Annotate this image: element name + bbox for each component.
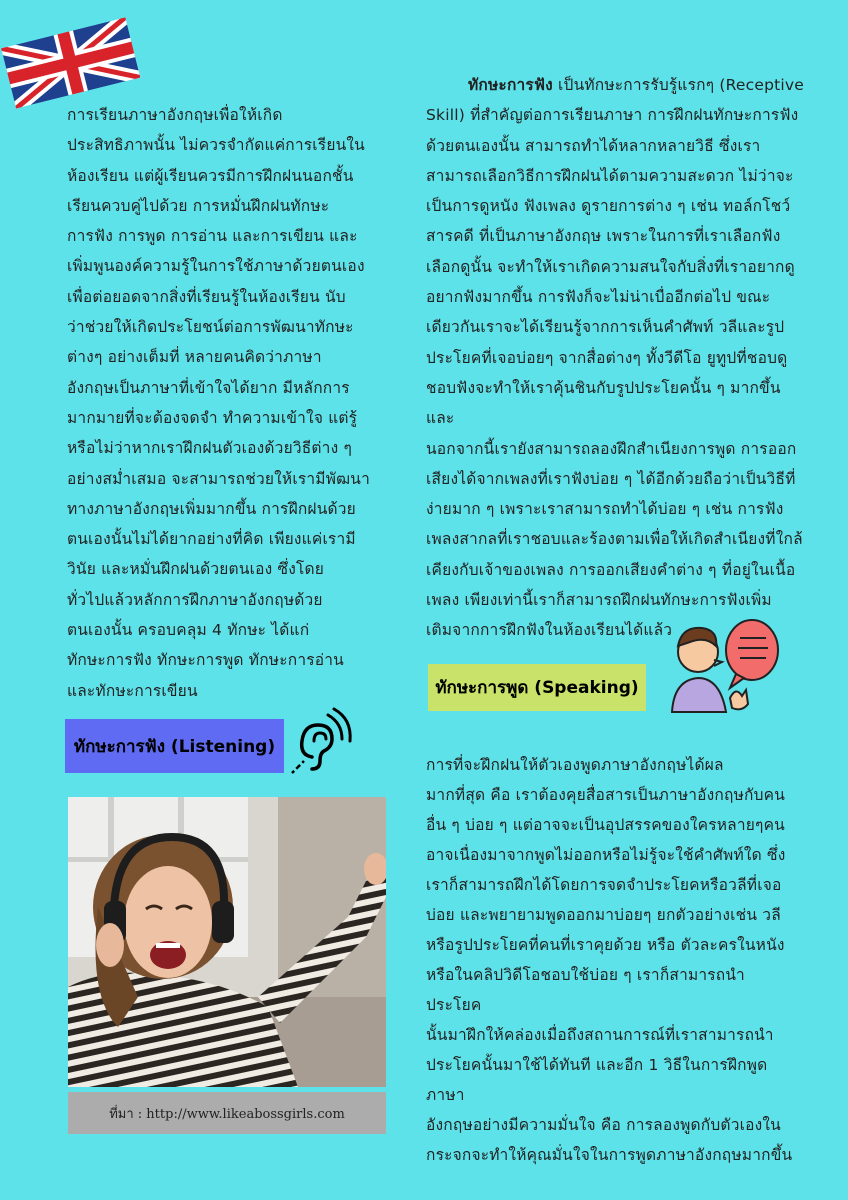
listening-paragraph — [426, 70, 806, 646]
listening-section-tag: ทักษะการฟัง (Listening) — [65, 719, 284, 773]
speaking-section-tag: ทักษะการพูด (Speaking) — [428, 664, 646, 711]
speaking-paragraph: การที่จะฝึกฝนให้ตัวเองพูดภาษาอังกฤษได้ผล มากที่สุด คือ เราต้องคุยสื่อสารเป็นภาษาอังกฤษกับคน อื่น ๆ บ่อย ๆ แต่อาจจะเป็นอุปสรรคของใครหลายๆคน อาจเนื่องมาจากพูดไม่ออกหรือไม่รู้จะใช้คำศัพท์ใด ซึ่ง เราก็สามารถฝึกได้โดยการจดจำประโยคหรือวลีที่เจอ บ่อย และพยายามพูดออกมาบ่อยๆ ยกตัวอย่างเช่น วลี หรือรูปประโยคที่คนที่เราคุยด้วย หรือ ตัวละครในหนัง หรือในคลิปวิดีโอชอบใช้บ่อย ๆ เราก็สามารถนำประโยค นั้นมาฝึกให้คล่องเมื่อถึงสถานการณ์ที่เราสามารถนำ ประโยคนั้นมาใช้ได้ทันที และอีก 1 วิธีในการฝึกพูดภาษา อังกฤษอย่างมีความมั่นใจ คือ การลองพูดกับตัวเองใน กระจกจะทำให้คุณมั่นใจในการพูดภาษาอังกฤษมากขึ้น — [426, 756, 793, 1164]
speaking-person-icon — [668, 612, 780, 716]
listening-body: เป็นทักษะการรับรู้แรกๆ (Receptive Skill) ที่สำคัญต่อการเรียนภาษา การฝึกฝนทักษะการฟัง ด้วยตนเองนั้น สามารถทำได้หลากหลายวิธี ซึ่งเรา สามารถเลือกวิธีการฝึกฝนได้ตามความสะดวก ไม่ว่าจะ เป็นการดูหนัง ฟังเพลง ดูรายการต่าง ๆ เช่น ทอล์กโชว์ สารคดี ที่เป็นภาษาอังกฤษ เพราะในการที่เราเลือกฟัง เลือกดูนั้น จะทำให้เราเกิดความสนใจกับสิ่งที่เราอยากดู อยากฟังมากขึ้น การฟังก็จะไม่น่าเบื่ออีกต่อไป ขณะ เดียวกันเราจะได้เรียนรู้จากการเห็นคำศัพท์ วลีและรูป ประโยคที่เจอบ่อยๆ จากสื่อต่างๆ ทั้งวีดีโอ ยูทูปที่ชอบดู ชอบฟังจะทำให้เราคุ้นชินกับรูปประโยคนั้น ๆ มากขึ้นและ นอกจากนี้เรายังสามารถลองฝึกสำเนียงการพูด การออก เสียงได้จากเพลงที่เราฟังบ่อย ๆ ได้อีกด้วยถือว่าเป็นวิธีที่ ง่ายมาก ๆ เพราะเราสามารถทำได้บ่อย ๆ เช่น การฟัง เพลงสากลที่เราชอบและร้องตามเพื่อให้เกิดสำเนียงที่ใกล้ เคียงกับเจ้าของเพลง การออกเสียงคำต่าง ๆ ที่อยู่ในเนื้อ เพลง เพียงเท่านี้เราก็สามารถฝึกฝนทักษะการฟังเพิ่ม เติมจากการฝึกฟังในห้องเรียนได้แล้ว — [426, 76, 805, 640]
listening-lead: ทักษะการฟัง — [468, 76, 553, 94]
hearing-ear-icon — [290, 705, 354, 775]
uk-flag-icon — [0, 10, 140, 110]
photo-woman-listening-headphones — [68, 797, 386, 1087]
photo-caption: ที่มา : http://www.likeabossgirls.com — [68, 1092, 386, 1134]
intro-paragraph: การเรียนภาษาอังกฤษเพื่อให้เกิด ประสิทธิภาพนั้น ไม่ควรจำกัดแค่การเรียนใน ห้องเรียน แต่ผู้เรียนควรมีการฝึกฝนนอกชั้น เรียนควบคู่ไปด้วย การหมั่นฝึกฝนทักษะ การฟัง การพูด การอ่าน และการเขียน และ เพิ่มพูนองค์ความรู้ในการใช้ภาษาด้วยตนเอง เพื่อต่อยอดจากสิ่งที่เรียนรู้ในห้องเรียน นับ ว่าช่วยให้เกิดประโยชน์ต่อการพัฒนาทักษะ ต่างๆ อย่างเต็มที่ หลายคนคิดว่าภาษา อังกฤษเป็นภาษาที่เข้าใจได้ยาก มีหลักการ มากมายที่จะต้องจดจำ ทำความเข้าใจ แต่รู้ หรือไม่ว่าหากเราฝึกฝนตัวเองด้วยวิธีต่าง ๆ อย่างสม่ำเสมอ จะสามารถช่วยให้เรามีพัฒนา ทางภาษาอังกฤษเพิ่มมากขึ้น การฝึกฝนด้วย ตนเองนั้นไม่ได้ยากอย่างที่คิด เพียงแค่เรามี วินัย และหมั่นฝึกฝนด้วยตนเอง ซึ่งโดย ทั่วไปแล้วหลักการฝึกภาษาอังกฤษด้วย ตนเองนั้น ครอบคลุม 4 ทักษะ ได้แก่ ทักษะการฟัง ทักษะการพูด ทักษะการอ่าน และทักษะการเขียน — [67, 106, 371, 700]
